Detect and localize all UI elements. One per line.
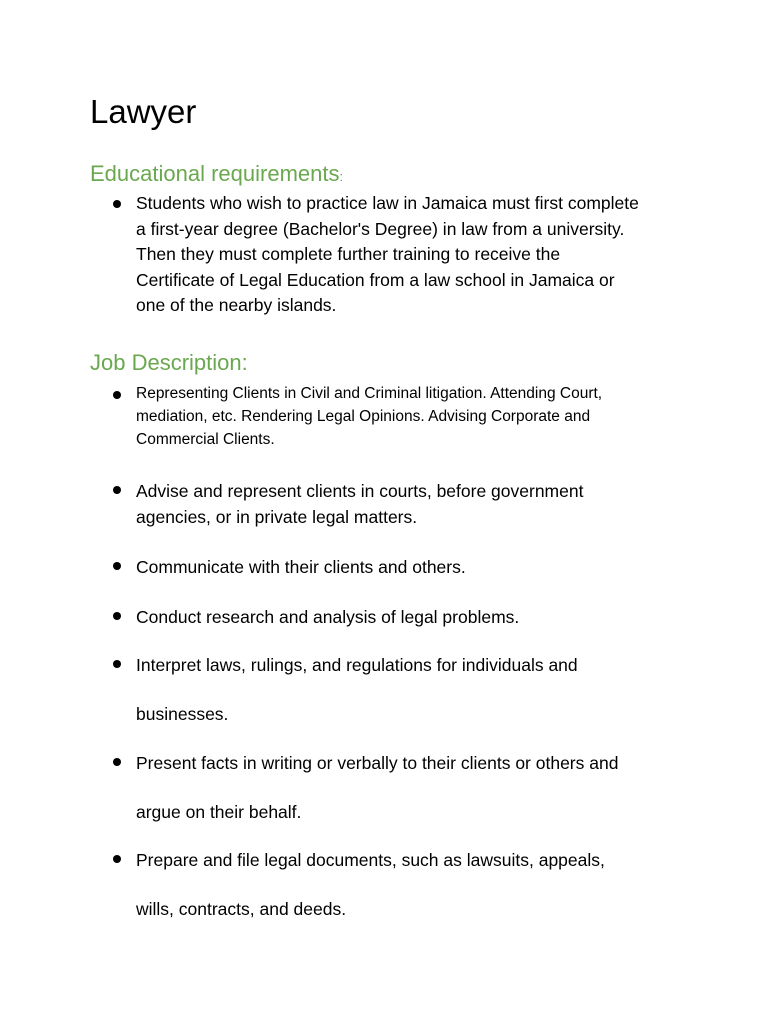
bullet-line: Then they must complete further training to receive the [136, 244, 561, 264]
bullet-icon [110, 559, 124, 573]
bullet-line: Commercial Clients. [136, 431, 275, 448]
bullet-line: wills, contracts, and deeds. [136, 899, 347, 919]
educational-requirements-heading [90, 160, 343, 191]
job-bullet-text [136, 848, 692, 946]
bullet-line: Students who wish to practice law in Jamaica must first complete [136, 193, 639, 213]
bullet-icon [110, 609, 124, 623]
bullet-line: argue on their behalf. [136, 802, 302, 822]
education-bullet-text [136, 191, 692, 319]
job-description-heading: Job Description: [90, 350, 248, 375]
job-bullet-text [136, 751, 692, 849]
bullet-icon [110, 755, 124, 769]
bullet-line: Interpret laws, rulings, and regulations for individuals and [136, 655, 578, 675]
bullet-line: agencies, or in private legal matters. [136, 506, 418, 527]
bullet-icon [110, 388, 124, 402]
bullet-line: Communicate with their clients and others. [136, 557, 466, 577]
job-bullet-text [136, 555, 692, 581]
job-bullet-text [136, 382, 692, 451]
bullet-line: one of the nearby islands. [136, 295, 337, 315]
job-bullet-text [136, 479, 692, 530]
bullet-icon [110, 483, 124, 497]
bullet-line: businesses. [136, 704, 229, 724]
bullet-icon [110, 197, 124, 211]
bullet-icon [110, 852, 124, 866]
document-title: Lawyer [90, 93, 197, 130]
bullet-icon [110, 657, 124, 671]
job-bullet-text [136, 605, 692, 631]
bullet-line: Representing Clients in Civil and Criminal litigation. Attending Court, [136, 385, 603, 402]
bullet-line: Prepare and file legal documents, such as lawsuits, appeals, [136, 850, 605, 870]
bullet-line: Present facts in writing or verbally to their clients or others and [136, 753, 619, 773]
job-bullet-text [136, 653, 692, 751]
bullet-line: Certificate of Legal Education from a law school in Jamaica or [136, 269, 615, 290]
bullet-line: Conduct research and analysis of legal problems. [136, 607, 520, 627]
bullet-line: a first-year degree (Bachelor's Degree) in law from a university. [136, 218, 625, 239]
bullet-line: Advise and represent clients in courts, before government [136, 481, 584, 501]
educational-requirements-heading-colon: : [339, 169, 344, 184]
educational-requirements-heading-text: Educational requirements [90, 161, 340, 186]
bullet-line: mediation, etc. Rendering Legal Opinions. Advising Corporate and [136, 408, 591, 425]
